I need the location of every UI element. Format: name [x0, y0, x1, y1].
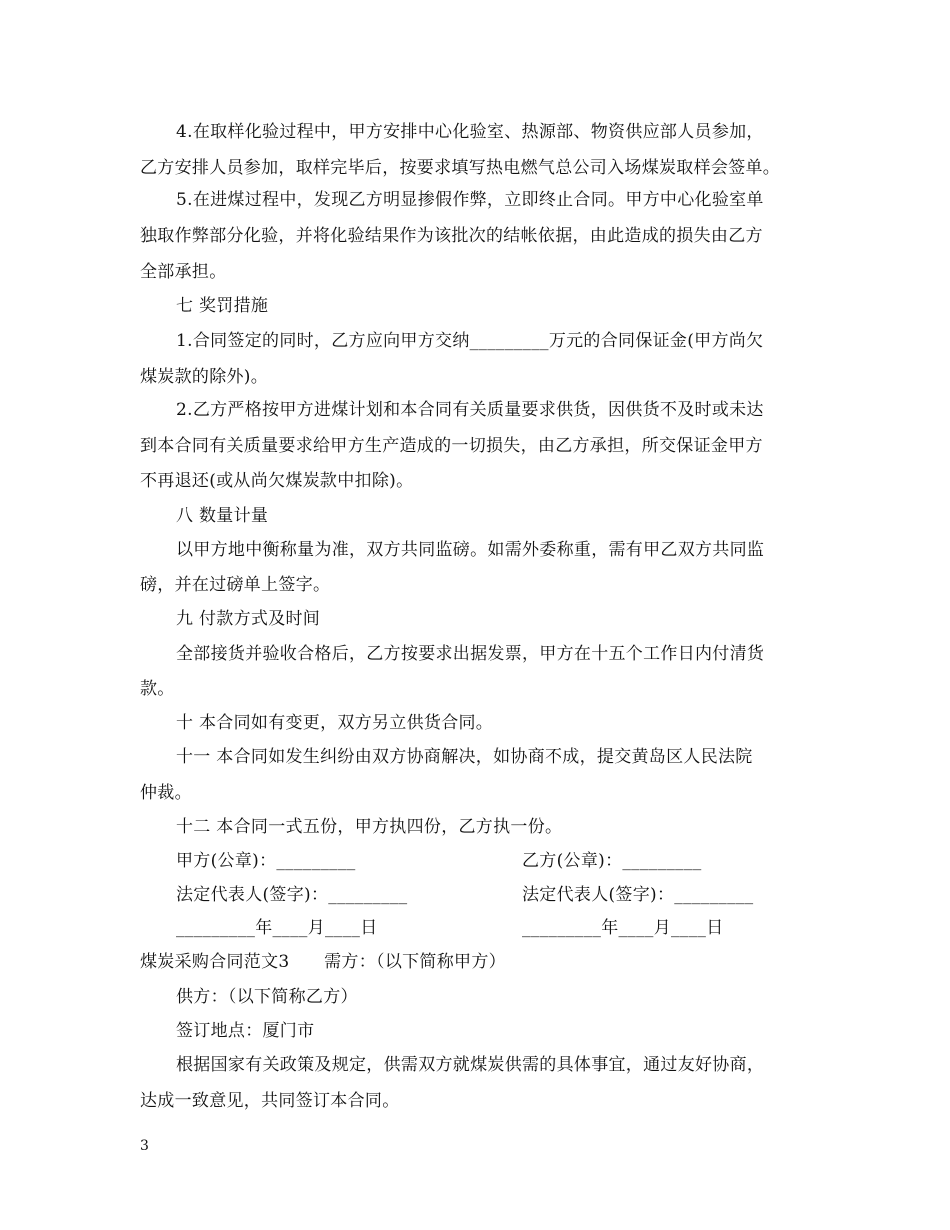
paragraph-line: 签订地点：厦门市 — [176, 1021, 315, 1041]
paragraph-line: 十 本合同如有变更，双方另立供货合同。 — [176, 713, 494, 733]
paragraph-line: 达成一致意见，共同签订本合同。 — [140, 1091, 400, 1111]
paragraph-line: 十二 本合同一式五份，甲方执四份，乙方执一份。 — [176, 817, 563, 837]
contract-title-line: 煤炭采购合同范文3 需方：（以下简称甲方） — [140, 952, 506, 972]
paragraph-line: 2.乙方严格按甲方进煤计划和本合同有关质量要求供货，因供货不及时或未达 — [176, 400, 764, 420]
section-heading: 七 奖罚措施 — [176, 296, 269, 316]
paragraph-line: 4.在取样化验过程中，甲方安排中心化验室、热源部、物资供应部人员参加， — [176, 122, 764, 142]
party-b-representative: 法定代表人(签字)：_________ — [522, 885, 754, 905]
paragraph-line: 到本合同有关质量要求给甲方生产造成的一切损失，由乙方承担，所交保证金甲方 — [140, 436, 763, 456]
paragraph-line: 全部接货并验收合格后，乙方按要求出据发票，甲方在十五个工作日内付清货 — [176, 644, 765, 664]
party-a-representative: 法定代表人(签字)：_________ — [176, 885, 408, 905]
paragraph-line: 根据国家有关政策及规定，供需双方就煤炭供需的具体事宜，通过友好协商， — [176, 1055, 765, 1075]
party-b-seal: 乙方(公章)：_________ — [522, 851, 702, 871]
party-b-date: _________年____月____日 — [522, 918, 724, 938]
paragraph-line: 不再退还(或从尚欠煤炭款中扣除)。 — [140, 471, 414, 491]
paragraph-line: 5.在进煤过程中，发现乙方明显掺假作弊，立即终止合同。甲方中心化验室单 — [176, 190, 764, 210]
paragraph-line: 独取作弊部分化验，并将化验结果作为该批次的结帐依据，由此造成的损失由乙方 — [140, 226, 763, 246]
paragraph-line: 全部承担。 — [140, 262, 227, 282]
paragraph-line: 十一 本合同如发生纠纷由双方协商解决，如协商不成，提交黄岛区人民法院 — [176, 747, 753, 767]
paragraph-line: 磅，并在过磅单上签字。 — [140, 575, 331, 595]
paragraph-line: 以甲方地中衡称量为准，双方共同监磅。如需外委称重，需有甲乙双方共同监 — [176, 540, 765, 560]
paragraph-line: 煤炭款的除外)。 — [140, 367, 269, 387]
party-a-seal: 甲方(公章)：_________ — [176, 851, 356, 871]
section-heading: 九 付款方式及时间 — [176, 609, 321, 629]
page-number: 3 — [140, 1138, 149, 1154]
section-heading: 八 数量计量 — [176, 506, 269, 526]
paragraph-line: 1.合同签定的同时，乙方应向甲方交纳_________万元的合同保证金(甲方尚欠 — [176, 331, 764, 351]
paragraph-line: 乙方安排人员参加，取样完毕后，按要求填写热电燃气总公司入场煤炭取样会签单。 — [140, 158, 781, 178]
paragraph-line: 款。 — [140, 679, 175, 699]
paragraph-line: 仲裁。 — [140, 783, 192, 803]
paragraph-line: 供方：（以下简称乙方） — [176, 987, 358, 1007]
party-a-date: _________年____月____日 — [176, 918, 378, 938]
